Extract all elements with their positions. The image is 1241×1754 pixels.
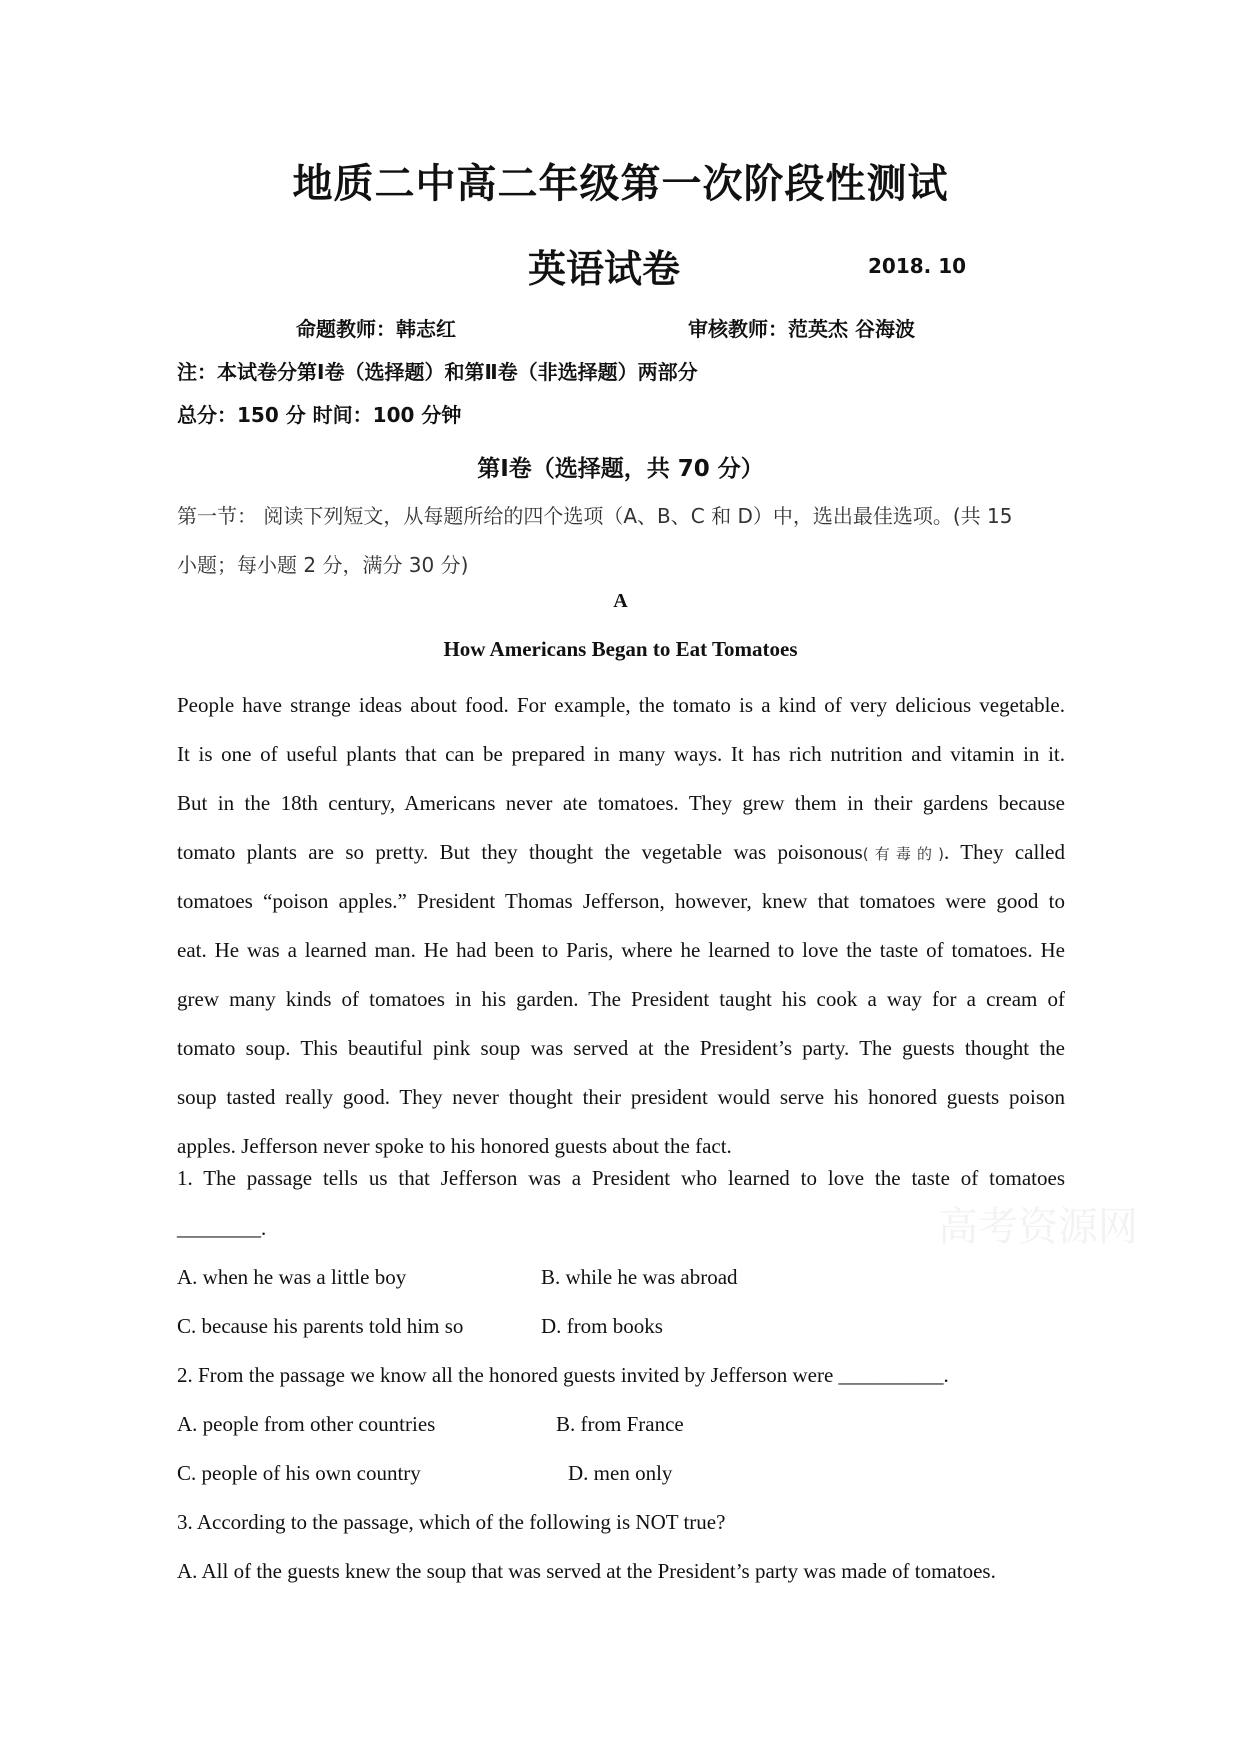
passage-line: tomato soup. This beautiful pink soup was served at the President’s party. The guests thought the xyxy=(177,1036,1065,1060)
passage-line: grew many kinds of tomatoes in his garden. The President taught his cook a way for a cream of xyxy=(177,987,1065,1011)
passage-line: tomatoes “poison apples.” President Thomas Jefferson, however, knew that tomatoes were good to xyxy=(177,889,1065,913)
question-3-stem: 3. According to the passage, which of the following is NOT true? xyxy=(177,1510,726,1534)
exam-date: 2018. 10 xyxy=(868,254,967,278)
option-3a: A. All of the guests knew the soup that was served at the President’s party was made of tomatoes. xyxy=(177,1559,996,1583)
section-instruction-line1: 第一节： 阅读下列短文，从每题所给的四个选项（A、B、C 和 D）中，选出最佳选项。(共 15 xyxy=(177,504,1013,528)
passage-line-with-gloss xyxy=(177,828,1065,877)
passage-line: eat. He was a learned man. He had been to Paris, where he learned to love the taste of tomatoes. He xyxy=(177,938,1065,962)
option-1a: A. when he was a little boy xyxy=(177,1265,407,1289)
section-instruction-line2: 小题；每小题 2 分，满分 30 分) xyxy=(177,553,469,577)
question-2-stem: 2. From the passage we know all the honored guests invited by Jefferson were __________. xyxy=(177,1363,949,1387)
option-2a: A. people from other countries xyxy=(177,1412,436,1436)
passage-line: soup tasted really good. They never thought their president would serve his honored guests poison xyxy=(177,1085,1065,1109)
option-2d: D. men only xyxy=(568,1461,673,1485)
passage-body xyxy=(177,681,1065,1171)
option-1c: C. because his parents told him so xyxy=(177,1314,464,1338)
option-2c: C. people of his own country xyxy=(177,1461,421,1485)
passage-line-text: tomato plants are so pretty. But they thought the vegetable was poisonous xyxy=(177,840,863,864)
exam-title: 地质二中高二年级第一次阶段性测试 xyxy=(292,161,949,207)
option-1d: D. from books xyxy=(541,1314,663,1338)
reviewer-label: 审核教师：范英杰 谷海波 xyxy=(688,317,915,341)
passage-title: How Americans Began to Eat Tomatoes xyxy=(443,637,798,661)
exam-note: 注：本试卷分第Ⅰ卷（选择题）和第Ⅱ卷（非选择题）两部分 xyxy=(177,360,698,384)
passage-line: People have strange ideas about food. For example, the tomato is a kind of very delicious vegetable. xyxy=(177,693,1065,717)
watermark-text: 高考资源网 xyxy=(938,1204,1138,1250)
passage-line: It is one of useful plants that can be prepared in many ways. It has rich nutrition and vitamin in it. xyxy=(177,742,1065,766)
passage-line: apples. Jefferson never spoke to his honored guests about the fact. xyxy=(177,1134,732,1158)
passage-line-tail: . They called xyxy=(944,840,1065,864)
author-label: 命题教师：韩志红 xyxy=(296,317,456,341)
section-heading: 第Ⅰ卷（选择题，共 70 分） xyxy=(477,456,764,482)
option-1b: B. while he was abroad xyxy=(541,1265,738,1289)
gloss-note: (有毒的) xyxy=(862,845,945,863)
passage-line: But in the 18th century, Americans never ate tomatoes. They grew them in their gardens because xyxy=(177,791,1065,815)
question-1-stem: 1. The passage tells us that Jefferson was a President who learned to love the taste of tomatoes xyxy=(177,1166,1065,1190)
passage-letter: A xyxy=(613,590,628,612)
question-1-blank: ________. xyxy=(177,1216,267,1240)
score-time: 总分：150 分 时间：100 分钟 xyxy=(177,403,462,427)
option-2b: B. from France xyxy=(556,1412,684,1436)
exam-subtitle: 英语试卷 xyxy=(528,247,681,291)
